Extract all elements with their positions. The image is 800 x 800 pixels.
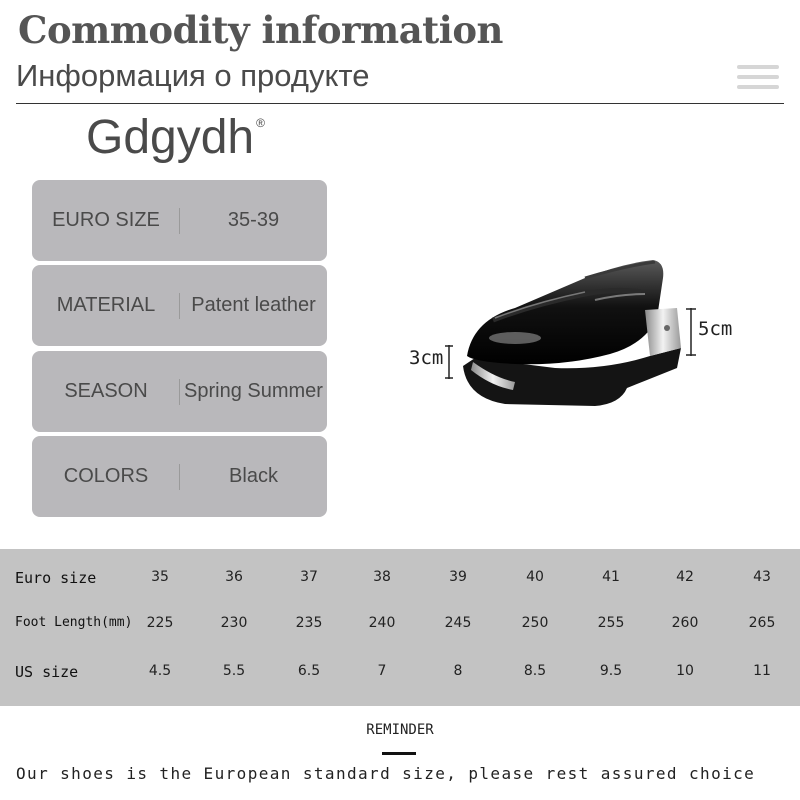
size-cell: 4.5 <box>148 663 172 679</box>
spec-card-material <box>32 265 327 346</box>
size-cell: 250 <box>521 615 549 631</box>
size-row-euro <box>0 569 800 599</box>
size-cell: 42 <box>676 569 694 585</box>
size-row-foot-length <box>0 615 800 645</box>
size-cell: 5.5 <box>222 663 246 679</box>
spec-value: Black <box>229 465 278 487</box>
size-cell: 265 <box>748 615 776 631</box>
size-row-label: US size <box>15 663 79 681</box>
registered-mark: ® <box>256 116 265 130</box>
size-cell: 10 <box>676 663 694 679</box>
size-cell: 255 <box>597 615 625 631</box>
size-cell: 240 <box>368 615 396 631</box>
size-cell: 38 <box>373 569 391 585</box>
shoe-image <box>445 248 695 418</box>
size-cell: 6.5 <box>297 663 321 679</box>
spec-value: Patent leather <box>191 294 316 316</box>
size-cell: 11 <box>753 663 771 679</box>
size-cell: 235 <box>295 615 323 631</box>
title-divider <box>16 103 784 104</box>
size-cell: 40 <box>526 569 544 585</box>
size-cell: 8 <box>453 663 463 679</box>
size-cell: 230 <box>220 615 248 631</box>
spec-card-season <box>32 351 327 432</box>
size-cell: 43 <box>753 569 771 585</box>
size-cell: 9.5 <box>599 663 623 679</box>
spec-card-euro-size <box>32 180 327 261</box>
size-cell: 225 <box>146 615 174 631</box>
size-cell: 37 <box>300 569 318 585</box>
heel-height-label: 5cm <box>698 318 733 340</box>
size-chart <box>0 549 800 706</box>
brand-name: Gdgydh <box>86 111 255 164</box>
hamburger-menu-icon[interactable] <box>737 65 779 89</box>
spec-value: Spring Summer <box>184 380 323 402</box>
spec-label: MATERIAL <box>56 294 156 316</box>
spec-label: EURO SIZE <box>52 209 160 231</box>
reminder-underline <box>382 752 416 755</box>
front-height-label: 3cm <box>409 347 444 369</box>
reminder-title: REMINDER <box>366 722 434 738</box>
spec-card-colors <box>32 436 327 517</box>
size-cell: 41 <box>602 569 620 585</box>
spec-label: COLORS <box>63 465 149 487</box>
title-russian: Информация о продукте <box>16 58 370 93</box>
size-cell: 260 <box>671 615 699 631</box>
title-english: Commodity information <box>18 8 503 52</box>
size-row-label: Euro size <box>15 569 97 587</box>
size-cell: 8.5 <box>523 663 547 679</box>
size-row-label: Foot Length(mm) <box>15 615 133 630</box>
size-cell: 35 <box>151 569 169 585</box>
size-cell: 36 <box>225 569 243 585</box>
spec-label: SEASON <box>64 380 148 402</box>
reminder-text: Our shoes is the European standard size, please rest assured choice <box>16 764 756 783</box>
size-cell: 39 <box>449 569 467 585</box>
size-cell: 245 <box>444 615 472 631</box>
size-row-us <box>0 663 800 693</box>
spec-value: 35-39 <box>227 209 280 231</box>
size-cell: 7 <box>377 663 387 679</box>
brand-logo <box>86 110 265 165</box>
